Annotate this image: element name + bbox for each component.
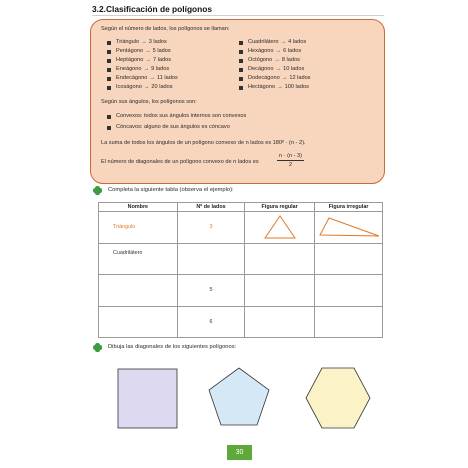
exercise2-instruction: Dibuja las diagonales de los siguientes polígonos: bbox=[108, 344, 237, 350]
polygon-sides: 3 lados bbox=[148, 39, 167, 45]
arrow-icon: → bbox=[275, 48, 282, 54]
polygon-sides: 8 lados bbox=[281, 57, 300, 63]
arrow-icon: → bbox=[277, 84, 283, 90]
polygon-name: Eneágono bbox=[116, 66, 142, 72]
polygon-sides: 10 lados bbox=[283, 66, 305, 72]
polygon-name: Dodecágono bbox=[248, 75, 280, 81]
cell-name: Triángulo bbox=[99, 212, 178, 244]
intro-angles-text: Según sus ángulos, los polígonos son: bbox=[101, 99, 197, 105]
intro-sides-text: Según el número de lados, los polígonos se llaman: bbox=[101, 26, 230, 32]
arrow-icon: → bbox=[143, 66, 150, 72]
cell-sides: 5 bbox=[177, 275, 245, 307]
column-header: Figura irregular bbox=[315, 203, 383, 212]
polygon-name: Hexágono bbox=[248, 48, 274, 54]
arrow-icon: → bbox=[145, 57, 151, 63]
column-header: Figura regular bbox=[245, 203, 315, 212]
formula-denominator: 2 bbox=[288, 162, 293, 168]
arrow-icon: → bbox=[275, 66, 282, 72]
formula-numerator: n · (n - 3) bbox=[279, 153, 303, 159]
concave-definition: Cóncavos: alguno de sus ángulos es cóncavo bbox=[116, 124, 230, 130]
polygon-sides: 7 lados bbox=[152, 57, 172, 63]
page-number: 30 bbox=[227, 445, 252, 460]
exercise1-instruction: Completa la siguiente tabla (observa el ejemplo): bbox=[108, 187, 234, 193]
polygon-sides: 100 lados bbox=[284, 84, 309, 90]
arrow-icon: → bbox=[145, 48, 151, 54]
polygon-name: Octógono bbox=[248, 57, 273, 63]
polygon-sides: 6 lados bbox=[283, 48, 302, 54]
polygon-name: Cuadrilátero bbox=[248, 39, 279, 45]
polygon-name: Decágono bbox=[248, 66, 274, 72]
arrow-icon: → bbox=[143, 84, 150, 90]
cell-sides: 3 bbox=[177, 212, 245, 244]
polygon-sides: 12 lados bbox=[289, 75, 311, 81]
polygon-name: Triángulo bbox=[116, 39, 140, 45]
polygon-name: Icoságono bbox=[116, 84, 142, 90]
arrow-icon: → bbox=[280, 39, 287, 45]
arrow-icon: → bbox=[281, 75, 288, 81]
column-header: Nombre bbox=[99, 203, 178, 212]
polygon-sides: 4 lados bbox=[288, 39, 307, 45]
section-title: 3.2.Clasificación de polígonos bbox=[92, 4, 213, 14]
polygon-sides: 11 lados bbox=[157, 75, 178, 81]
polygon-sides: 9 lados bbox=[151, 66, 170, 72]
arrow-icon: → bbox=[274, 57, 280, 63]
polygon-name: Endecágono bbox=[116, 75, 148, 81]
arrow-icon: → bbox=[141, 39, 147, 45]
polygon-name: Hectágono bbox=[248, 84, 276, 90]
column-header: Nº de lados bbox=[177, 203, 245, 212]
polygon-sides: 5 lados bbox=[152, 48, 171, 54]
pentagon-shape bbox=[209, 368, 269, 425]
angle-sum-text: La suma de todos los ángulos de un polígono convexo de n lados es 180º · (n - 2). bbox=[101, 140, 306, 146]
cell-sides: 6 bbox=[177, 306, 245, 338]
polygon-name: Heptágono bbox=[116, 57, 144, 63]
polygon-sides: 20 lados bbox=[151, 84, 173, 90]
square-shape bbox=[118, 369, 177, 428]
convex-definition: Convexos: todos sus ángulos internos son convexos bbox=[116, 113, 247, 119]
hexagon-shape bbox=[306, 368, 370, 428]
arrow-icon: → bbox=[149, 75, 156, 81]
polygon-name: Pentágono bbox=[116, 48, 144, 54]
cell-name: Cuadrilátero bbox=[99, 243, 178, 275]
diagonals-text: El número de diagonales de un polígono convexo de n lados es bbox=[101, 159, 259, 165]
